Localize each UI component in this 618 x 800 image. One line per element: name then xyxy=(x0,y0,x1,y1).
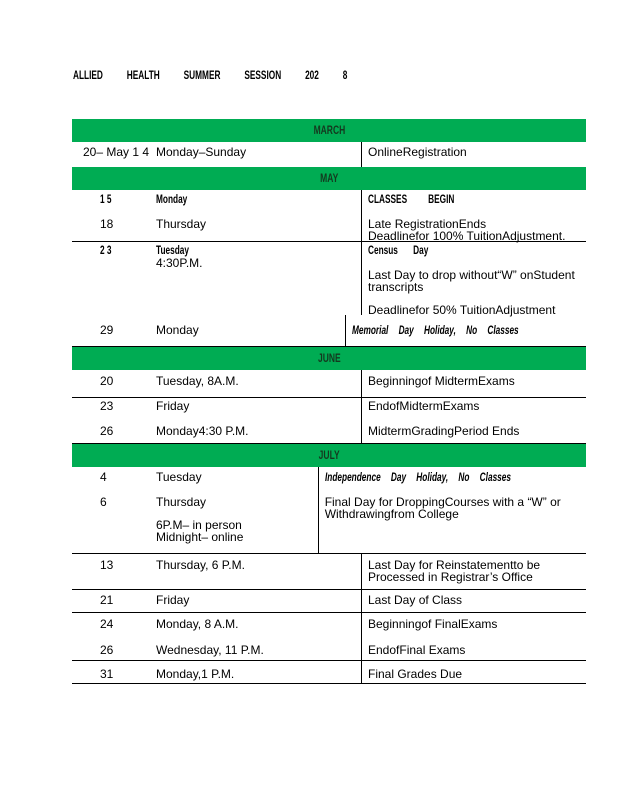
event-cell: Independence Day Holiday, No Classes xyxy=(324,472,511,484)
day-cell: Monday, 8 A.M. xyxy=(156,617,239,631)
day-cell: Thursday xyxy=(156,495,207,509)
table-row-jul4-6 xyxy=(72,467,586,553)
table-row-mar20 xyxy=(72,142,586,167)
event-cell: EndofFinal Exams xyxy=(368,643,466,657)
table-row-jul24-26 xyxy=(72,612,586,660)
month-band-label: MAY xyxy=(319,172,339,185)
day-cell: Monday–Sunday xyxy=(156,145,247,159)
month-band-july xyxy=(72,443,586,467)
month-band-label: JULY xyxy=(318,449,340,462)
date-cell: 26 xyxy=(100,424,114,438)
event-cell: OnlineRegistration xyxy=(368,145,467,159)
table-row-may15 xyxy=(72,190,586,215)
event-cell: Beginningof FinalExams xyxy=(368,617,498,631)
event-cell: MidtermGradingPeriod Ends xyxy=(368,424,520,438)
month-band-march xyxy=(72,119,586,142)
table-row-jun20 xyxy=(72,370,586,397)
event-cell: Final Day for DroppingCourses with a “W” or Withdrawingfrom College xyxy=(324,495,561,521)
page-title-text: ALLIED HEALTH SUMMER SESSION 202 8 xyxy=(73,70,348,82)
date-cell: 23 xyxy=(100,399,114,413)
month-band-label: MARCH xyxy=(313,124,345,137)
calendar-table xyxy=(72,119,586,684)
event-cell: Deadlinefor 50% TuitionAdjustment xyxy=(368,303,556,317)
event-cell: EndofMidtermExams xyxy=(368,399,480,413)
day-cell: Tuesday xyxy=(156,470,202,484)
date-cell: 21 xyxy=(100,593,114,607)
day-cell: Tuesday xyxy=(156,245,189,257)
table-row-may23 xyxy=(72,241,586,315)
event-cell: Census Day xyxy=(368,245,429,257)
event-cell: Final Grades Due xyxy=(368,667,463,681)
date-cell: 4 xyxy=(100,470,107,484)
day-cell: Friday xyxy=(156,593,190,607)
month-band-june xyxy=(72,346,586,370)
month-band-label: JUNE xyxy=(317,352,341,365)
month-band-may xyxy=(72,167,586,190)
event-cell: Last Day to drop without“W” onStudent transcripts xyxy=(368,268,575,294)
time-cell: 6P.M– in person xyxy=(156,518,242,532)
table-row-jul13 xyxy=(72,553,586,589)
date-cell: 29 xyxy=(100,323,114,337)
table-row-jul31 xyxy=(72,660,586,684)
day-cell: Monday xyxy=(156,323,199,337)
page-title xyxy=(73,66,454,84)
date-cell: 26 xyxy=(100,643,114,657)
table-row-may29 xyxy=(72,315,586,346)
event-cell: Memorial Day Holiday, No Classes xyxy=(351,325,519,337)
event-cell: Deadlinefor 100% TuitionAdjustment. xyxy=(368,229,566,243)
event-cell: Beginningof MidtermExams xyxy=(368,374,515,388)
day-cell: Thursday, 6 P.M. xyxy=(156,558,245,572)
date-cell: 20 xyxy=(100,374,114,388)
date-cell: 2 3 xyxy=(100,245,112,257)
date-cell: 20– May 1 4 xyxy=(83,145,150,159)
day-cell: Friday xyxy=(156,399,190,413)
day-cell: Thursday xyxy=(156,217,207,231)
time-cell: 4:30P.M. xyxy=(156,256,203,270)
date-cell: 24 xyxy=(100,617,114,631)
event-cell: Last Day of Class xyxy=(368,593,463,607)
event-cell: CLASSES BEGIN xyxy=(368,194,455,206)
table-row-may18 xyxy=(72,215,586,241)
event-cell: Last Day for Reinstatementto be Processed in Registrar’s Office xyxy=(368,558,541,584)
day-cell: Tuesday, 8A.M. xyxy=(156,374,239,388)
day-cell: Monday4:30 P.M. xyxy=(156,424,249,438)
time-cell: Midnight– online xyxy=(156,530,244,544)
table-row-jul21 xyxy=(72,589,586,612)
day-cell: Wednesday, 11 P.M. xyxy=(156,643,264,657)
date-cell: 13 xyxy=(100,558,114,572)
table-row-jun23-26 xyxy=(72,397,586,443)
date-cell: 6 xyxy=(100,495,107,509)
event-cell: Late RegistrationEnds xyxy=(368,217,487,231)
date-cell: 1 5 xyxy=(100,194,112,206)
date-cell: 18 xyxy=(100,217,114,231)
date-cell: 31 xyxy=(100,667,114,681)
day-cell: Monday,1 P.M. xyxy=(156,667,235,681)
day-cell: Monday xyxy=(156,194,188,206)
